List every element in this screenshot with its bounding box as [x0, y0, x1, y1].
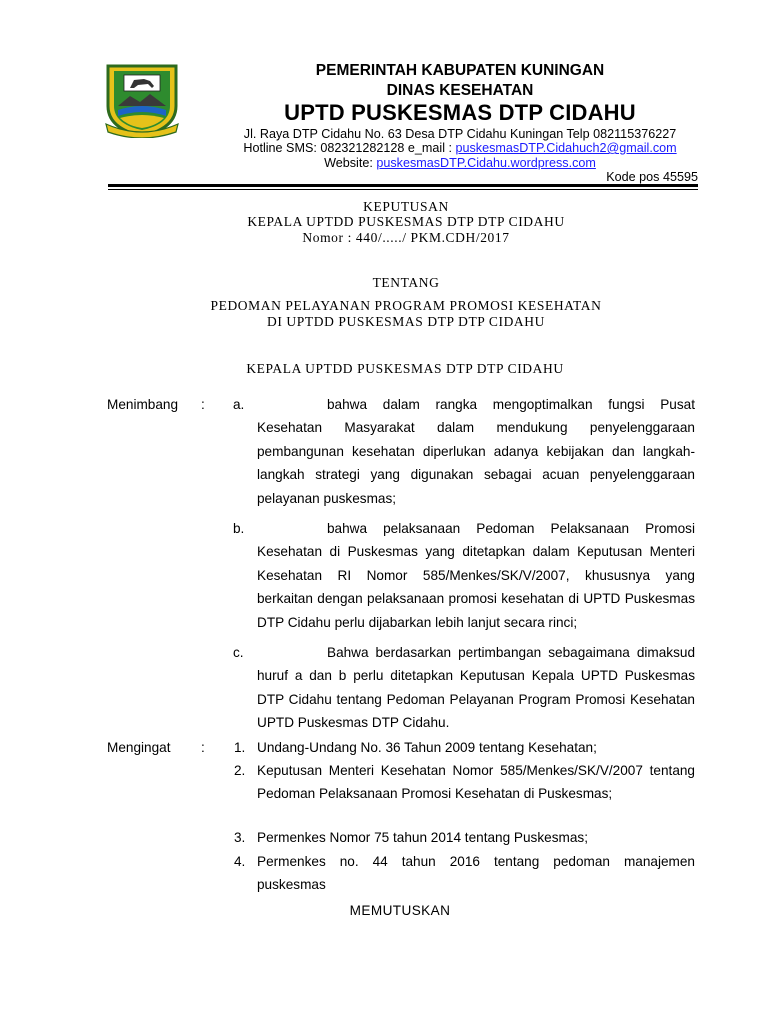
letterhead-divider-thin: [108, 189, 698, 190]
mengingat-item-1: Undang-Undang No. 36 Tahun 2009 tentang Kesehatan;: [257, 740, 597, 755]
letterhead-address: Jl. Raya DTP Cidahu No. 63 Desa DTP Cidahu Kuningan Telp 082115376227: [243, 127, 677, 141]
memutuskan-heading: MEMUTUSKAN: [349, 903, 451, 918]
letterhead-government: PEMERINTAH KABUPATEN KUNINGAN: [315, 62, 605, 79]
mengingat-marker-1: 1.: [234, 740, 246, 755]
decree-tentang: TENTANG: [372, 275, 440, 290]
letterhead-institution: UPTD PUSKESMAS DTP CIDAHU: [284, 100, 636, 125]
mengingat-label: Mengingat: [107, 740, 171, 755]
letterhead-divider-thick: [108, 184, 698, 187]
menimbang-marker-b: b.: [233, 521, 245, 536]
mengingat-colon: :: [201, 740, 205, 755]
decree-subject-line2: DI UPTDD PUSKESMAS DTP DTP CIDAHU: [267, 314, 545, 329]
website-link[interactable]: puskesmasDTP.Cidahu.wordpress.com: [376, 156, 596, 170]
decree-subject-line1: PEDOMAN PELAYANAN PROGRAM PROMOSI KESEHATAN: [210, 298, 602, 313]
postal-code: Kode pos 45595: [606, 170, 698, 184]
mengingat-marker-4: 4.: [234, 854, 246, 869]
website-label: Website:: [324, 156, 373, 170]
menimbang-colon: :: [201, 397, 205, 412]
mengingat-item-2: Keputusan Menteri Kesehatan Nomor 585/Menkes/SK/V/2007 tentang Pedoman Pelaksanaan Promosi Kesehatan di Puskesmas;: [257, 763, 695, 802]
menimbang-marker-c: c.: [233, 645, 244, 660]
mengingat-item-4: Permenkes no. 44 tahun 2016 tentang pedoman manajemen puskesmas: [257, 854, 695, 893]
menimbang-item-a: bahwa dalam rangka mengoptimalkan fungsi Pusat Kesehatan Masyarakat dalam mendukung penyelenggaraan pembangunan kesehatan diperlukan adanya kebijakan dan langkah-langkah strategi yang digunakan sebagai acuan penyelenggaraan pelayanan puskesmas;: [257, 397, 695, 506]
kabupaten-kuningan-emblem-logo: [104, 62, 180, 138]
letterhead-website: [190, 156, 730, 170]
decree-title: KEPUTUSAN: [363, 199, 449, 214]
email-link[interactable]: puskesmasDTP.Cidahuch2@gmail.com: [455, 141, 677, 155]
letterhead-hotline-email: [190, 141, 730, 155]
letterhead-department: DINAS KESEHATAN: [386, 82, 534, 99]
mengingat-item-3: Permenkes Nomor 75 tahun 2014 tentang Puskesmas;: [257, 830, 588, 845]
decree-issuer: KEPALA UPTDD PUSKESMAS DTP DTP CIDAHU: [247, 214, 565, 229]
mengingat-marker-2: 2.: [234, 763, 246, 778]
menimbang-marker-a: a.: [233, 397, 245, 412]
mengingat-marker-3: 3.: [234, 830, 246, 845]
decree-number: Nomor : 440/...../ PKM.CDH/2017: [302, 230, 510, 245]
menimbang-item-c: Bahwa berdasarkan pertimbangan sebagaimana dimaksud huruf a dan b perlu ditetapkan Keputusan Kepala UPTD Puskesmas DTP Cidahu tentang Pedoman Pelayanan Program Promosi Kesehatan UPTD Puskesmas DTP Cidahu.: [257, 645, 695, 731]
hotline-text: Hotline SMS: 082321282128 e_mail :: [243, 141, 452, 155]
menimbang-label: Menimbang: [107, 397, 179, 412]
menimbang-item-b: bahwa pelaksanaan Pedoman Pelaksanaan Promosi Kesehatan di Puskesmas yang ditetapkan dalam Keputusan Menteri Kesehatan RI Nomor 585/Menkes/SK/V/2007, khususnya yang berkaitan dengan pelaksanaan promosi kesehatan di UPTD Puskesmas DTP Cidahu perlu dijabarkan lebih lanjut secara rinci;: [257, 521, 695, 630]
decree-signer-heading: KEPALA UPTDD PUSKESMAS DTP DTP CIDAHU: [246, 361, 564, 376]
